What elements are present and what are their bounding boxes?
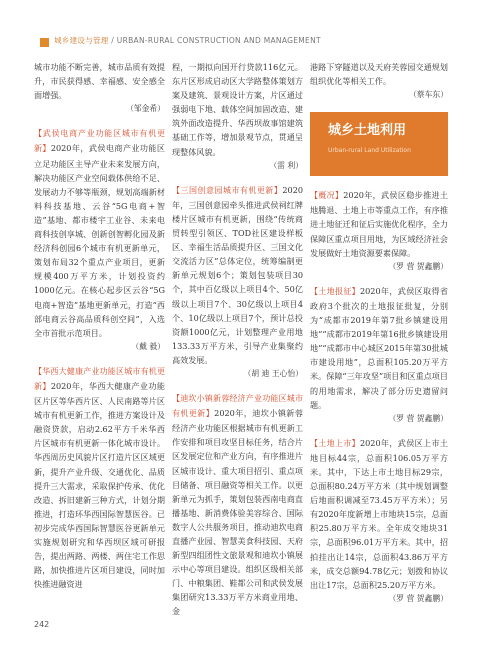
author-signature: （胡 迪 王心怡） (243, 368, 303, 378)
article-body: 2020年，武侯电商产业功能区立足功能区主导产业未来发展方向，解决功能区产业空间载体供给不足、发展动力不够等瓶颈，规划高端新材料科技基地、云谷“5G电商+智造”基地、都市楼宇工业谷、未来电商科技创享城、创新创智孵化园及新经济科创园6个城市有机更新单元，策划布局32个重点产业项目，更新规模400万平方米，计划投资约1000亿元。在核心起步区云谷“5G电商+智造”基地更新单元，打造“西部电商云谷高品质科创空间”，入选全市首批示范项目。 (34, 143, 165, 338)
paragraph: 程，一期拟向国开行贷款116亿元。东片区形成启动区大学路整体策划方案及建筑、景观设计方案，片区通过强弱电下地、载体空间加固改造、建筑外面改造提升、华西坝故事馆建筑基础工作等，增加景观节点，贯通呈现整体风貌。 (172, 62, 303, 157)
column-1 (34, 60, 165, 591)
author-signature: （罗 营 贺鑫鹏） (388, 261, 448, 271)
article-heading: 【三国创意园城市有机更新】 (172, 185, 283, 195)
article-heading: 【概况】 (310, 191, 344, 201)
article-dikan-town (172, 391, 303, 619)
article-heading: 【土地上市】 (310, 438, 360, 448)
chapter-title-en: / URBAN-RURAL CONSTRUCTION AND MANAGEMENT (108, 36, 321, 45)
article-heading: 【华西大健康产业功能区城市有机更新】 (34, 366, 165, 391)
article-body: 2020年，武侯区上市土地目标44宗，总面积106.05万平方米。其中，下达上市土地目标29宗，总面积80.24万平方米（其中规划调整后地面积调减至73.45万平方米）；另有2020年度新增上市地块15宗，总面积25.80万平方米。全年成交地块31宗，总面积96.01万平方米。其中，招拍挂出让14宗，总面积43.86万平方米，成交总额94.78亿元；划拨和协议出让17宗，总面积25.20万平方米。 (310, 437, 449, 590)
chapter-title-cn: 城乡建设与管理 (54, 36, 109, 45)
article-land-listing (310, 436, 448, 592)
section-subtitle: Urban-rural Land Utilization (328, 147, 411, 155)
chapter-logo-icon (40, 38, 49, 47)
section-title: 城乡土地利用 (328, 123, 407, 139)
author-signature: （罗 营 贺鑫鹏） (388, 593, 448, 603)
page-header (0, 0, 480, 44)
article-heading: 【土地报征】 (310, 286, 360, 296)
article-heading: 【迪坎小镇新蓉经济产业功能区城市有机更新】 (172, 394, 303, 419)
article-overview (310, 188, 448, 259)
author-signature: （蔡车东） (409, 90, 448, 100)
article-body: 2020年，华西大健康产业功能区片区等华西片区、人民南路等片区城市有机更新工作，推进方案设计及融资贷款，启动2.62平方千米华西片区城市有机更新一体化城市设计。华西周历史风貌片区打造片区区域更新，提升产业升级、交通优化、品质提升三大需求，采取保护传承、优化改造、拆旧建新三种方式，计划分期推进，打造环华西国际智慧医谷。已初步完成华西国际智慧医谷更新单元实施规划研究和华西坝区域可研报告，提出两路、两楼、两住宅工作思路，加快推进片区项目建设，同时加快推进融资进 (34, 380, 165, 590)
chapter-title (54, 35, 321, 46)
article-wuhou-ecommerce (34, 126, 165, 339)
article-sanguo-creative (172, 183, 303, 367)
paragraph: 城市功能不断完善，城市品质有效提升，市民获得感、幸福感、安全感全面增强。 (34, 62, 165, 101)
article-body: 2020年，武侯区稳步推进土地腾退、土地上市等重点工作，有序推进土地征迁和征后实施优化程序，全力保障区重点项目用地，为区域经济社会发展做好土地资源要素保障。 (310, 190, 448, 258)
article-body: 2020年，迪坎小镇新蓉经济产业功能区根据城市有机更新工作安排和项目攻坚目标任务，结合片区发展定位和产业方向，有序推进片区城市设计、重大项目招引、重点项目储备、项目融资等相关工作。以更新单元为抓手，策划包装西南电商直播基地、新消费体验美容综合、国际数字人公共服务项目，推动迪坎电商直播产业园、智慧美食科技园、天府新型四组团性文旅景观和迪坎小镇展示中心等项目建设。组织区级相关部门、中粮集团、鞋都公司和武侯发展集团研究13.33万平方米商业用地、金 (172, 408, 303, 617)
article-huaxi-health (34, 364, 165, 592)
paragraph: 港路下穿隧道以及天府芙蓉园交通规划组织优化等相关工作。 (310, 62, 448, 87)
author-signature: （邹金希） (126, 104, 165, 114)
article-body: 2020年，武侯区取得省政府3个批次的土地报征批复，分别为“成都市2019年第7批乡镇建设用地”“成都市2019年第16批乡镇建设用地”“成都市中心城区2015年第30批城市建设用地”，总面积105.20万平方米。保障“三年攻坚”项目和区重点项目的用地需求，解决了部分历史遗留问题。 (310, 285, 449, 410)
author-signature: （罗 营 贺鑫鹏） (388, 413, 448, 423)
section-banner (310, 112, 448, 176)
page-number: 242 (34, 620, 50, 629)
article-body: 2020年，三国创意园牵头推进武侯祠红牌楼片区城市有机更新，围绕“传统商贸转型引领区、TOD社区建设样板区、幸福生活品质提升区、三国文化交流活力区”总体定位，统筹编制更新单元规划6个；策划包装项目30个，其中百亿级以上项目4个、50亿级以上项目7个、30亿级以上项目4个、10亿级以上项目7个，预计总投资额1000亿元，计划整理产业用地133.33万平方米，引导产业集聚约高效发展。 (172, 184, 303, 365)
article-land-requisition (310, 284, 448, 412)
column-2 (172, 60, 303, 619)
author-signature: （戴 毅） (131, 341, 165, 351)
column-3 (310, 60, 448, 616)
author-signature: （雷 利） (269, 160, 303, 170)
article-heading: 【武侯电商产业功能区城市有机更新】 (34, 129, 165, 154)
